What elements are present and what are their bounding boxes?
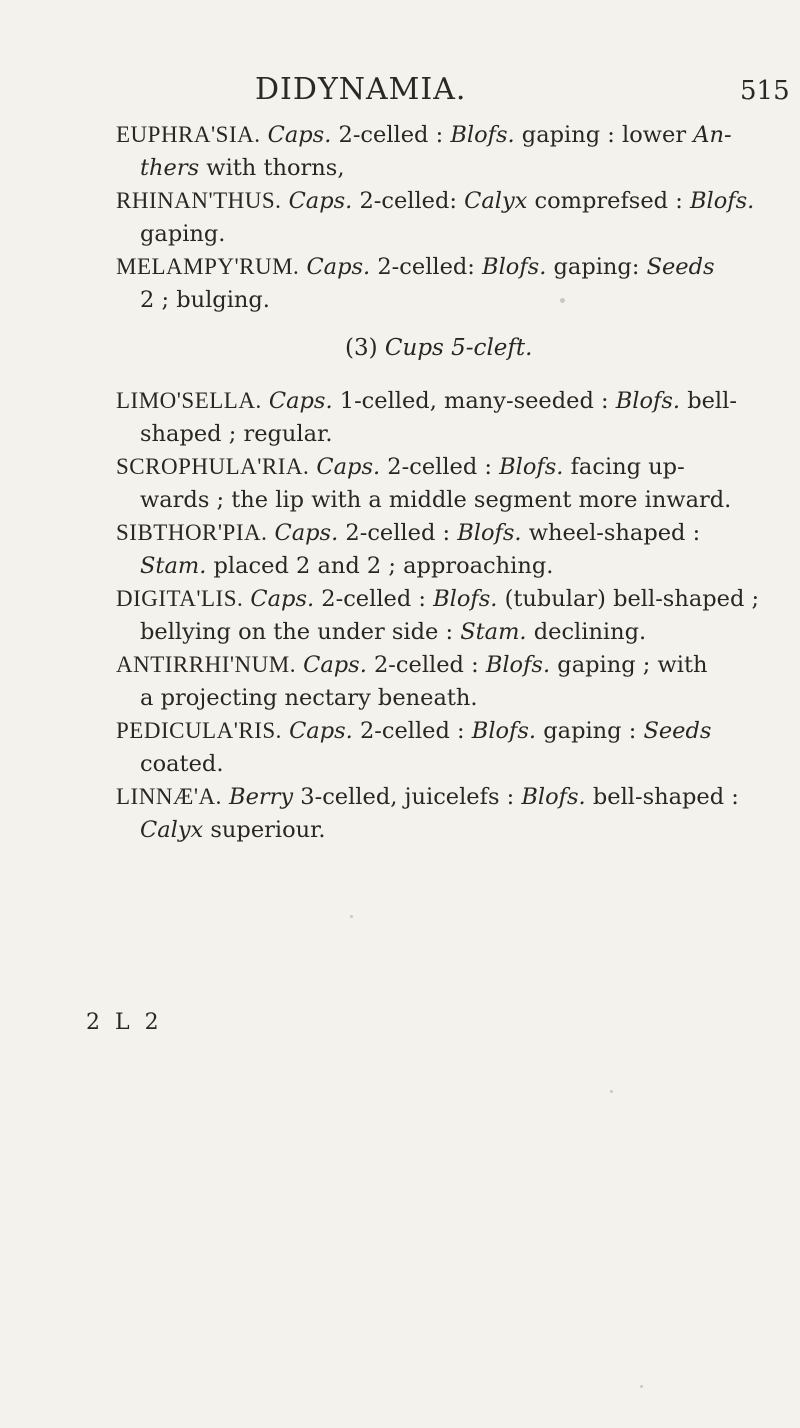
italic-term: Stam. xyxy=(140,553,207,579)
section-label: Cups 5-cleft. xyxy=(384,335,533,361)
entry-first-line xyxy=(116,450,788,484)
genus-name: PEDICULA'RIS. xyxy=(116,718,282,743)
italic-term: Berry xyxy=(229,784,294,810)
genus-name: DIGITA'LIS. xyxy=(116,586,244,611)
entry-first-line xyxy=(116,582,788,616)
entry-text: 2-celled : xyxy=(314,586,434,612)
entry-text: placed 2 and 2 ; approaching. xyxy=(206,553,554,579)
genus-entry xyxy=(116,714,788,781)
genus-name: ANTIRRHI'NUM. xyxy=(116,652,296,677)
entry-text: wheel-shaped : xyxy=(521,520,701,546)
entry-continuation-line xyxy=(116,484,788,517)
genus-entry xyxy=(116,184,788,251)
entry-text: declining. xyxy=(526,619,647,645)
entry-first-line xyxy=(116,118,788,152)
entry-text: 2-celled : xyxy=(380,454,500,480)
italic-term: Caps. xyxy=(303,652,367,678)
entry-text: gaping. xyxy=(140,221,226,247)
genus-entry xyxy=(116,384,788,451)
entry-text: (tubular) bell-shaped ; xyxy=(497,586,760,612)
entry-text: 2-celled: xyxy=(352,188,465,214)
entry-first-line xyxy=(116,184,788,218)
italic-term: Blofs. xyxy=(499,454,564,480)
italic-term: Blofs. xyxy=(457,520,522,546)
genus-entry xyxy=(116,516,788,583)
entry-text: gaping : xyxy=(536,718,644,744)
paper-speck xyxy=(640,1385,643,1388)
entry-continuation-line xyxy=(116,152,788,185)
italic-term: Blofs. xyxy=(450,122,515,148)
genus-entry xyxy=(116,648,788,715)
italic-term: Caps. xyxy=(289,718,353,744)
signature-mark: 2 L 2 xyxy=(86,1010,163,1035)
section-heading xyxy=(345,335,532,361)
entry-text: comprefsed : xyxy=(527,188,690,214)
entry-continuation-line xyxy=(116,814,788,847)
genus-name: EUPHRA'SIA. xyxy=(116,122,261,147)
italic-term: Stam. xyxy=(460,619,527,645)
entry-text xyxy=(281,188,288,214)
entry-first-line xyxy=(116,714,788,748)
genus-name: SCROPHULA'RIA. xyxy=(116,454,310,479)
italic-term: Seeds xyxy=(643,718,712,744)
paper-speck xyxy=(350,915,353,918)
entry-text: gaping ; with xyxy=(550,652,708,678)
entry-text xyxy=(282,718,289,744)
italic-term: Caps. xyxy=(274,520,339,546)
entry-text: gaping: xyxy=(546,254,647,280)
italic-term: Caps. xyxy=(316,454,381,480)
entry-text: 2-celled: xyxy=(370,254,483,280)
genus-entry xyxy=(116,250,788,317)
italic-term: Caps. xyxy=(306,254,371,280)
genus-name: MELAMPY'RUM. xyxy=(116,254,300,279)
entry-text xyxy=(262,388,269,414)
entry-text: a projecting nectary beneath. xyxy=(140,685,478,711)
genus-entry xyxy=(116,118,788,185)
italic-term: An- xyxy=(693,122,732,148)
paper-speck xyxy=(560,298,565,303)
entry-continuation-line xyxy=(116,550,788,583)
italic-term: Blofs. xyxy=(615,388,681,414)
section-number: (3) xyxy=(345,335,378,361)
italic-term: Blofs. xyxy=(521,784,586,810)
italic-term: Calyx xyxy=(464,188,528,214)
entry-text: 1-celled, many-seeded : xyxy=(332,388,616,414)
entry-text: coated. xyxy=(140,751,224,777)
italic-term: Caps. xyxy=(288,188,353,214)
entry-text: bell- xyxy=(680,388,737,414)
genus-name: SIBTHOR'PIA. xyxy=(116,520,268,545)
entry-text: 2-celled : xyxy=(331,122,451,148)
genus-name: LIMO'SELLA. xyxy=(116,388,262,413)
entry-text: shaped ; regular. xyxy=(140,421,333,447)
entry-text: 3-celled, juicelefs : xyxy=(293,784,522,810)
genus-name: RHINAN'THUS. xyxy=(116,188,282,213)
italic-term: Caps. xyxy=(268,388,333,414)
italic-term: Blofs. xyxy=(485,652,551,678)
entry-first-line xyxy=(116,780,788,814)
entry-continuation-line xyxy=(116,284,788,317)
italic-term: Seeds xyxy=(646,254,715,280)
paper-speck xyxy=(610,1090,613,1093)
entry-text: 2-celled : xyxy=(338,520,458,546)
italic-term: Caps. xyxy=(267,122,332,148)
entry-continuation-line xyxy=(116,616,788,649)
italic-term: Blofs. xyxy=(471,718,537,744)
entry-text: facing up- xyxy=(563,454,685,480)
italic-term: Calyx xyxy=(140,817,204,843)
entry-continuation-line xyxy=(116,218,788,251)
genus-entry xyxy=(116,582,788,649)
genus-name: LINNÆ'A. xyxy=(116,784,222,809)
entry-text xyxy=(267,520,274,546)
italic-term: Blofs. xyxy=(433,586,498,612)
italic-term: Caps. xyxy=(250,586,315,612)
entry-text xyxy=(222,784,229,810)
page-number: 515 xyxy=(740,76,790,106)
entry-text: with thorns, xyxy=(199,155,345,181)
italic-term: Blofs. xyxy=(689,188,755,214)
entry-continuation-line xyxy=(116,682,788,715)
italic-term: Blofs. xyxy=(482,254,547,280)
entry-first-line xyxy=(116,516,788,550)
running-head: DIDYNAMIA. xyxy=(255,72,467,107)
entry-text: superiour. xyxy=(203,817,326,843)
entry-text: 2-celled : xyxy=(352,718,472,744)
entry-first-line xyxy=(116,648,788,682)
entry-text: bellying on the under side : xyxy=(140,619,461,645)
entry-text: 2 ; bulging. xyxy=(140,287,270,313)
entry-first-line xyxy=(116,384,788,418)
entry-text: wards ; the lip with a middle segment more inward. xyxy=(140,487,732,513)
genus-entry xyxy=(116,450,788,517)
entry-continuation-line xyxy=(116,748,788,781)
italic-term: thers xyxy=(140,155,200,181)
entry-text: bell-shaped : xyxy=(585,784,739,810)
entry-continuation-line xyxy=(116,418,788,451)
entry-text xyxy=(260,122,267,148)
entry-text: gaping : lower xyxy=(514,122,694,148)
entry-text: 2-celled : xyxy=(366,652,486,678)
entry-first-line xyxy=(116,250,788,284)
genus-entry xyxy=(116,780,788,847)
